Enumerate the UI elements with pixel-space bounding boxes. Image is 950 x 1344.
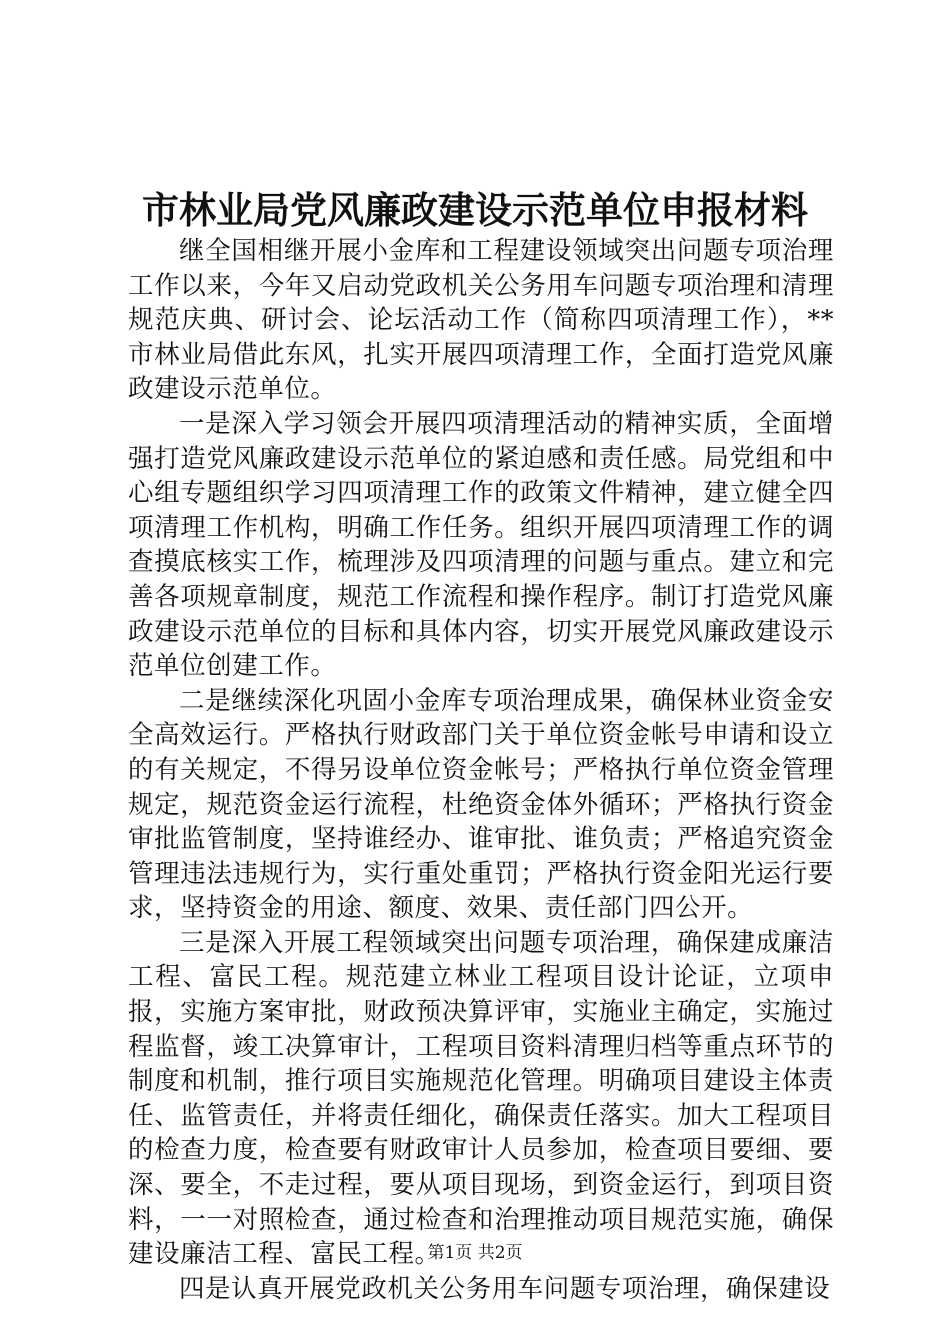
paragraph-first-point: 一是深入学习领会开展四项清理活动的精神实质，全面增强打造党风廉政建设示范单位的紧迫感和责任感。局党组和中心组专题组织学习四项清理工作的政策文件精神，建立健全四项清理工作机构，明确工作任务。组织开展四项清理工作的调查摸底核实工作，梳理涉及四项清理的问题与重点。建立和完善各项规章制度，规范工作流程和操作程序。制订打造党风廉政建设示范单位的目标和具体内容，切实开展党风廉政建设示范单位创建工作。: [128, 408, 834, 682]
paragraph-intro: 继全国相继开展小金库和工程建设领域突出问题专项治理工作以来，今年又启动党政机关公务用车问题专项治理和清理规范庆典、研讨会、论坛活动工作（简称四项清理工作），**市林业局借此东风，扎实开展四项清理工作，全面打造党风廉政建设示范单位。: [128, 236, 834, 405]
paragraph-second-point: 二是继续深化巩固小金库专项治理成果，确保林业资金安全高效运行。严格执行财政部门关于单位资金帐号申请和设立的有关规定，不得另设单位资金帐号；严格执行单位资金管理规定，规范资金运行流程，杜绝资金体外循环；严格执行资金审批监管制度，坚持谁经办、谁审批、谁负责；严格追究资金管理违法违规行为，实行重处重罚；严格执行资金阳光运行要求，坚持资金的用途、额度、效果、责任部门四公开。: [128, 685, 834, 924]
page-footer: 第1页 共2页: [427, 1243, 523, 1263]
document-title: 市林业局党风廉政建设示范单位申报材料: [142, 188, 808, 232]
paragraph-fourth-point: 四是认真开展党政机关公务用车问题专项治理，确保建设: [179, 1273, 831, 1304]
paragraph-third-point: 三是深入开展工程领域突出问题专项治理，确保建成廉洁工程、富民工程。规范建立林业工程项目设计论证，立项申报，实施方案审批，财政预决算评审，实施业主确定，实施过程监督，竣工决算审计，工程项目资料清理归档等重点环节的制度和机制，推行项目实施规范化管理。明确项目建设主体责任、监管责任，并将责任细化，确保责任落实。加大工程项目的检查力度，检查要有财政审计人员参加，检查项目要细、要深、要全，不走过程，要从项目现场，到资金运行，到项目资料，一一对照检查，通过检查和治理推动项目规范实施，确保建设廉洁工程、富民工程。: [128, 927, 834, 1270]
document-body: [128, 234, 834, 1306]
